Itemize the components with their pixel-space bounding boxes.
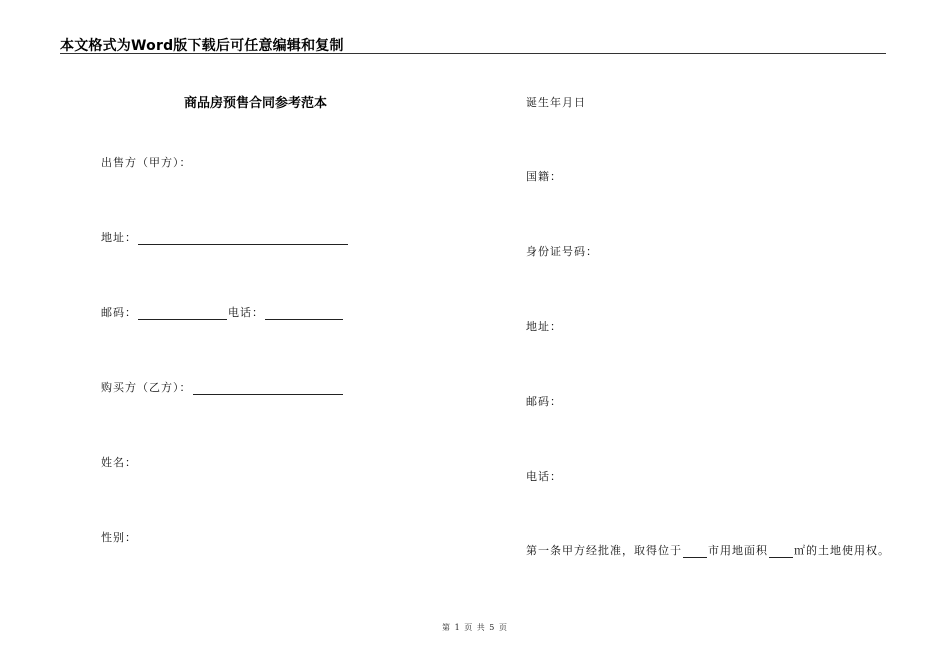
buyer-label: 购买方（乙方）： [101,381,192,394]
id-number-label: 身份证号码： [526,245,598,258]
page-footer [0,622,950,633]
clause-1-part1: 第一条甲方经批准，取得位于 [526,544,682,557]
seller-phone-blank[interactable] [265,309,343,320]
gender-field [101,529,137,545]
name-field [101,454,137,470]
clause-1-area-blank[interactable] [769,547,793,558]
clause-1-part2: 市用地面积 [708,544,768,557]
id-number-field [526,243,598,259]
buyer-address-field [526,318,562,334]
header-text: 本文格式为Word版下载后可任意编辑和复制 [60,38,344,54]
seller-contact-field [101,304,344,320]
seller-postcode-blank[interactable] [138,309,227,320]
document-title: 商品房预售合同参考范本 [184,96,328,111]
clause-1 [526,542,890,558]
page-header [60,35,886,54]
buyer-phone-label: 电话： [526,470,562,483]
birth-field [526,94,586,110]
buyer-field [101,379,344,395]
seller-address-label: 地址： [101,231,137,244]
buyer-phone-field [526,468,562,484]
buyer-address-label: 地址： [526,320,562,333]
nationality-field [526,168,562,184]
buyer-postcode-field [526,393,562,409]
seller-postcode-label: 邮码： [101,306,137,319]
nationality-label: 国籍： [526,170,562,183]
clause-1-location-blank[interactable] [683,547,707,558]
seller-phone-label: 电话： [228,306,264,319]
gender-label: 性别： [101,531,137,544]
page-number: 第 1 页 共 5 页 [442,623,508,632]
seller-address-field [101,229,349,245]
buyer-postcode-label: 邮码： [526,395,562,408]
birth-label: 诞生年月日 [526,96,586,109]
seller-label: 出售方（甲方）： [101,156,192,169]
clause-1-part3: ㎡的土地使用权。 [794,544,890,557]
name-label: 姓名： [101,456,137,469]
seller-address-blank[interactable] [138,234,348,245]
seller-field [101,154,192,170]
buyer-blank[interactable] [193,384,343,395]
